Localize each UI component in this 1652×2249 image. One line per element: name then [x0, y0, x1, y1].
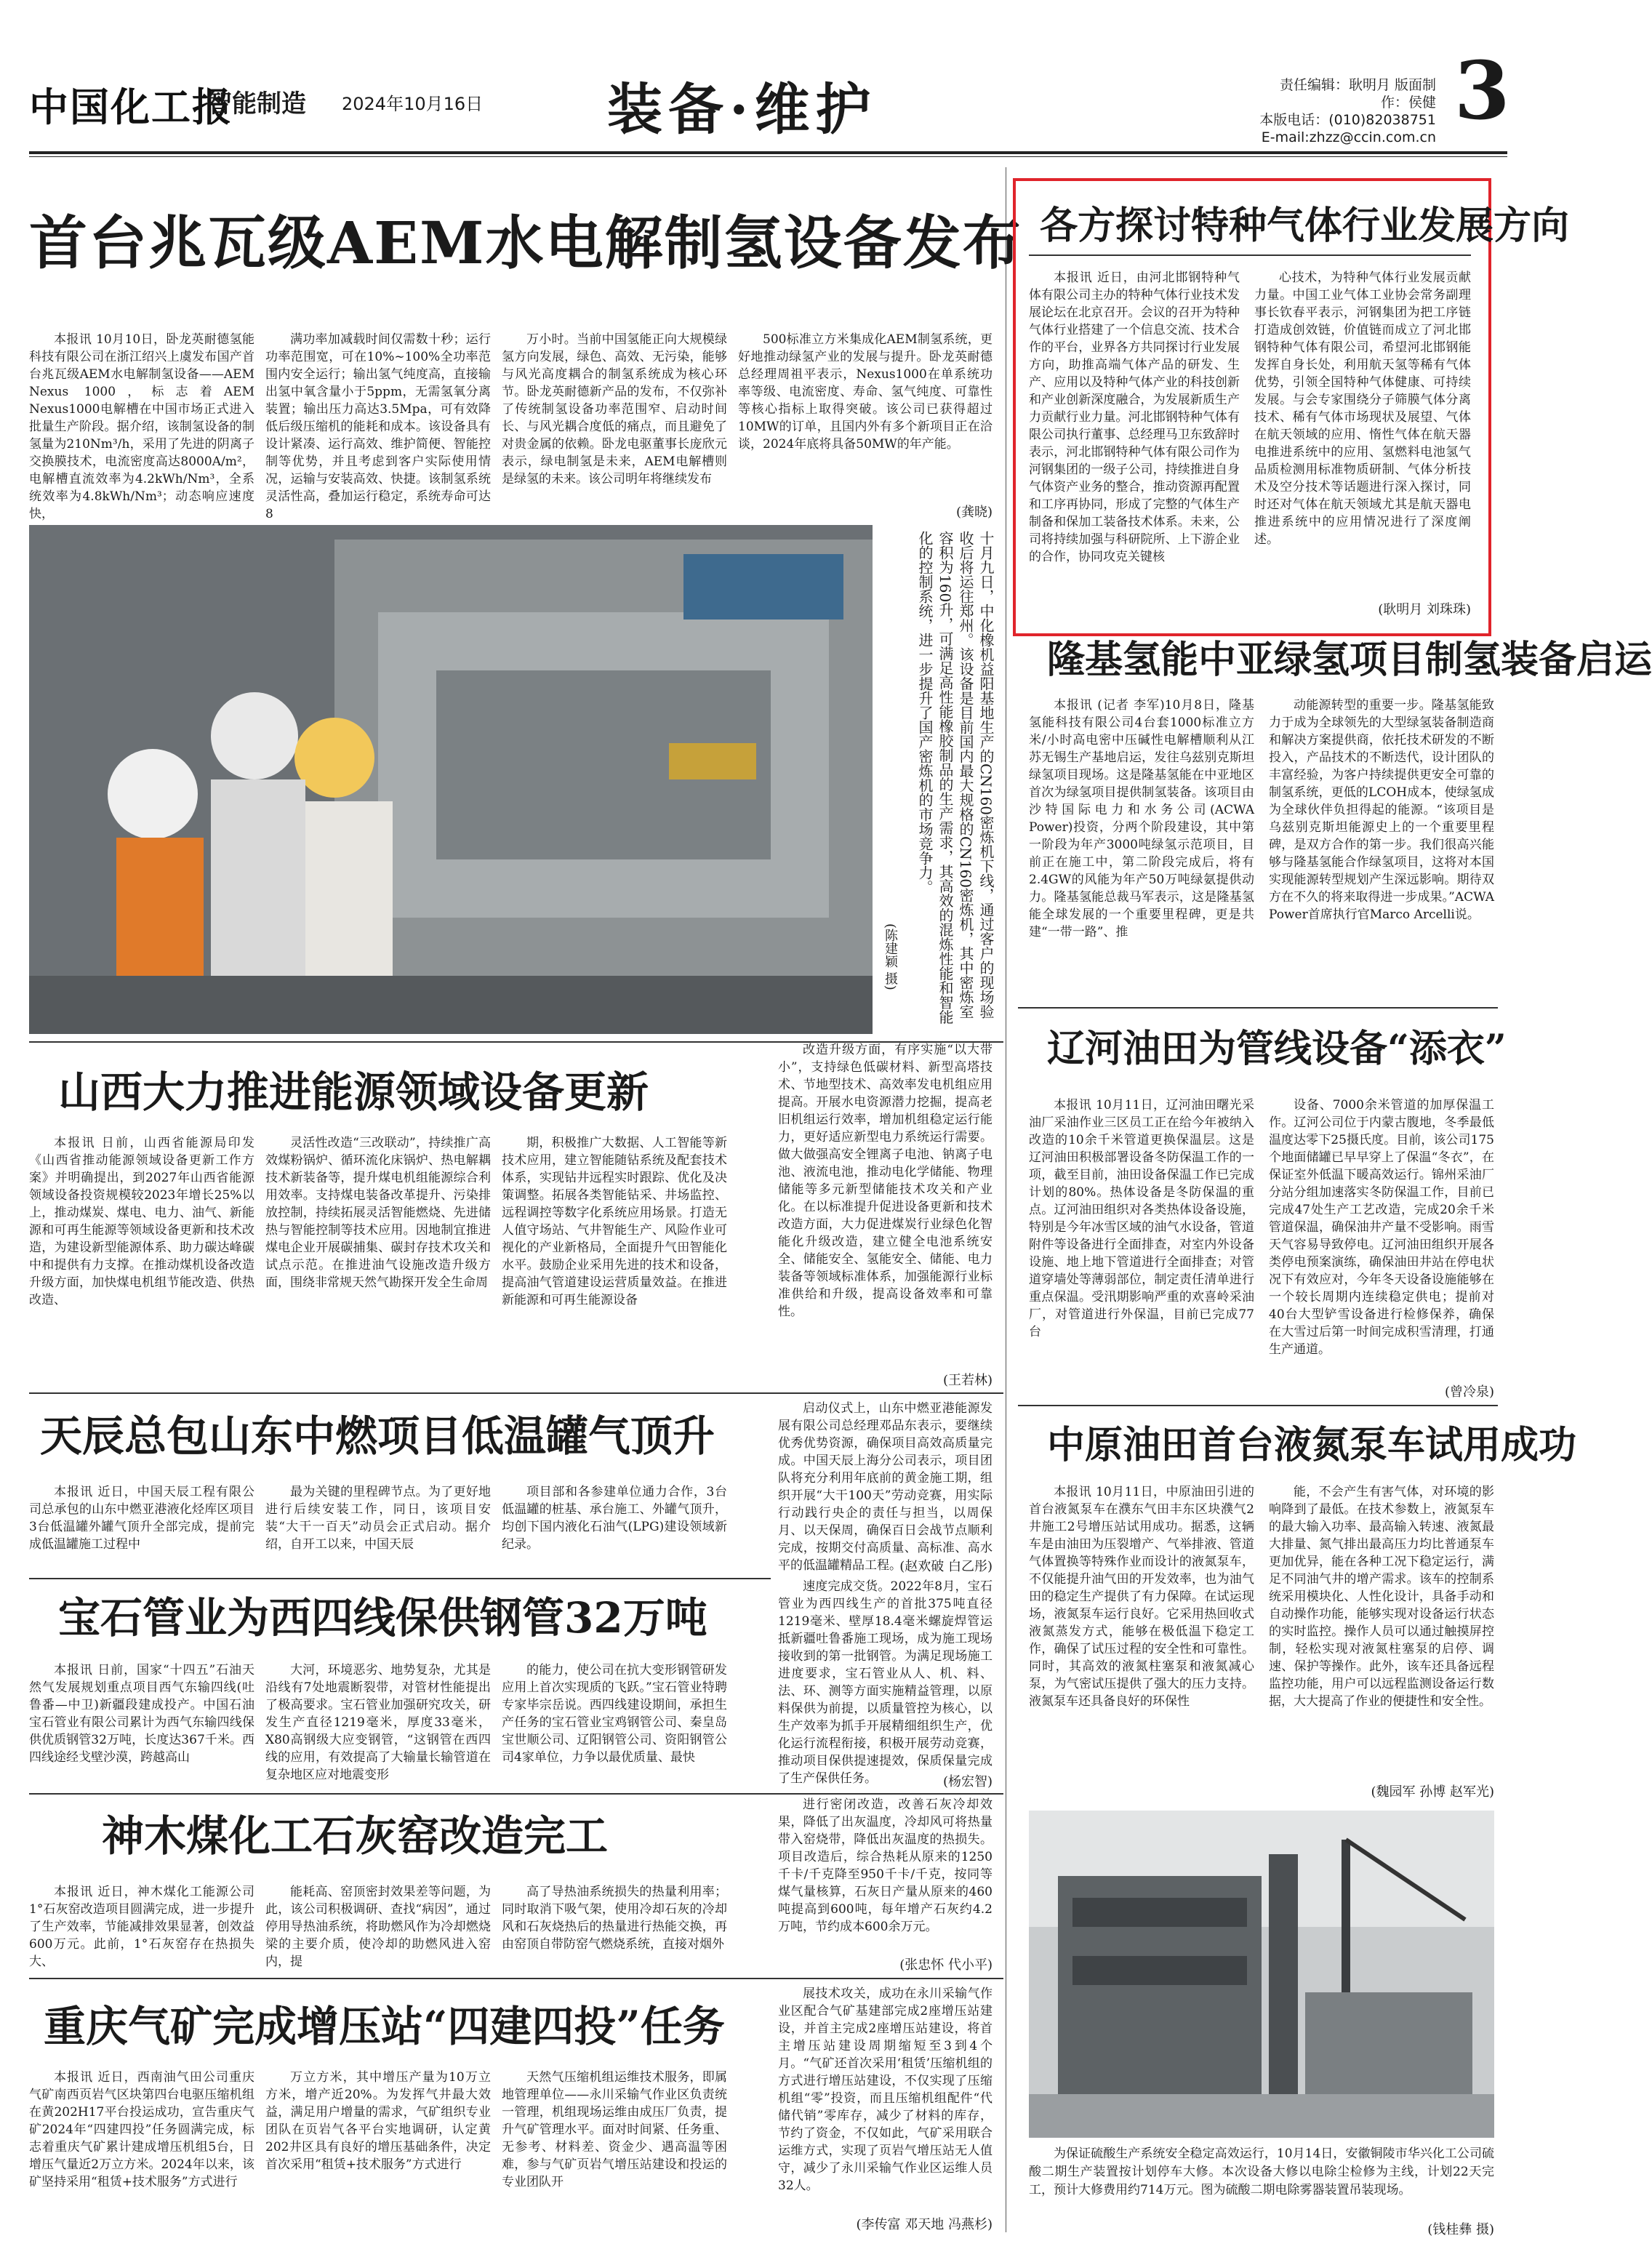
byline-tianchen: (赵欢破 白乙彤) [899, 1559, 993, 1574]
article-tianchen-col1: 本报讯 近日，中国天辰工程有限公司总承包的山东中燃亚港液化烃库区项目3台低温罐外罐气顶升全部完成，提前完成低温罐施工过程中 [29, 1485, 254, 1552]
byline-shenmu: (张忠怀 代小平) [899, 1957, 993, 1973]
article-baoshi-col2: 大河，环境恶劣、地势复杂，尤其是沿线有7处地震断裂带，对管材性能提出了极高要求。宝石管业加强研究攻关，研发生产直径1219毫米，厚度33毫米，X80高钢级大应变钢管，“这钢管在西四线的应用，有效提高了大输量长输管道在复杂地区应对地震变形 [265, 1663, 491, 1782]
headline-chongqing: 重庆气矿完成增压站“四建四投”任务 [44, 2002, 725, 2051]
article-shenmu-col2: 能耗高、窑顶密封效果差等问题，为此，该公司积极调研、查找“病因”，通过停用导热油系统，将助燃风作为冷却燃烧梁的主要介质，使冷却的助燃风进入窑内，提 [265, 1885, 491, 1969]
headline-tianchen: 天辰总包山东中燃项目低温罐气顶升 [40, 1411, 715, 1461]
article-gas-col1: 本报讯 近日，由河北邯钢特种气体有限公司主办的特种气体行业技术发展论坛在北京召开。会议的召开为特种气体行业搭建了一个信息交流、技术合作的平台，业界各方共同探讨行业发展方向，助推高端气体产品的研发、生产、应用以及特种气体产业的科技创新和产业创新深度融合，为发展新质生产力贡献行业力量。河北邯钢特种气体有限公司执行董事、总经理马卫东致辞时表示，河北邯钢特种气体有限公司作为河钢集团的一级子公司，持续推进自身气体资产业务的整合，推动资源再配置和工序再协同，形成了完整的气体生产制备和保加工装备技术体系。未来，公司将持续加强与科研院所、上下游企业的合作，协同攻克关键核 [1029, 270, 1240, 564]
article-baoshi-col1: 本报讯 日前，国家“十四五”石油天然气发展规划重点项目西气东输四线(吐鲁番—中卫)新疆段建成投产。中国石油宝石管业有限公司累计为西气东输四线保供优质钢管32万吨，长度达367千米。西四线途经戈壁沙漠，跨越高山 [29, 1663, 254, 1765]
article-longji-col2: 动能源转型的重要一步。隆基氢能致力于成为全球领先的大型绿氢装备制造商和解决方案提供商，依托技术研发的不断投入，产品技术的不断迭代，设计团队的丰富经验，为客户持续提供更安全可靠的制氢系统，更低的LCOH成本，使绿氢成为全球伙伴负担得起的能源。“该项目是乌兹别克斯坦能源史上的一个重要里程碑，是双方合作的第一步。我们很高兴能够与隆基氢能合作绿氢项目，这将对本国实现能源转型规划产生深远影响。期待双方在不久的将来取得进一步成果。”ACWA Power首席执行官Marco Arcelli说。 [1269, 698, 1494, 922]
article-longji-col1: 本报讯 (记者 李军)10月8日，隆基氢能科技有限公司4台套1000标准立方米/小时高电密中压碱性电解槽顺利从江苏无锡生产基地启运，发往乌兹别克斯坦绿氢项目现场。这是隆基氢能在中亚地区首次为绿氢项目提供制氢装备。该项目由沙特国际电力和水务公司(ACWA Power)投资，分两个阶段建设，其中第一阶段为年产3000吨绿氢示范项目，目前正在施工中，第二阶段完成后，将有2.4GW的风能为年产50万吨绿氨提供动力。隆基氢能总裁马军表示，这是隆基氢能全球发展的一个重要里程碑，更是共建“一带一路”、推 [1029, 698, 1254, 939]
article-zhongyuan-col2: 能，不会产生有害气体，对环境的影响降到了最低。在技术参数上，液氮泵车的最大输入功率、最高输入转速、液氮最大排量、氮气排出最高压力均比普通泵车更加优异，能在各种工况下稳定运行，满足不同油气井的增产需求。该车的控制系统采用模块化、人性化设计，具备手动和自动操作功能，能够实现对设备运行状态的实时监控。操作人员可以通过触摸屏控制，轻松实现对液氮柱塞泵的启停、调速、保护等操作。此外，该车还具备远程监控功能，用户可以远程监测设备运行数据，大大提高了作业的便捷性和安全性。 [1269, 1485, 1494, 1709]
masthead-rule-thin [29, 156, 1507, 157]
article-zhongyuan-col1: 本报讯 10月11日，中原油田引进的首台液氮泵车在濮东气田丰东区块濮气2井施工2号增压站试用成功。据悉，这辆车是由油田为压裂增产、气举排液、管道气体置换等特殊作业而设计的液氮泵车，不仅能提升油气田的开发效率，也为油气田的稳定生产提供了有力保障。在试运现场，液氮泵车运行良好。它采用热回收式液氮蒸发方式，能够在极低温下稳定工作，确保了试压过程的安全性和可靠性。同时，其高效的液氮柱塞泵和液氮减心泵，为气密试压提供了强大的压力支持。液氮泵车还具备良好的环保性 [1029, 1485, 1254, 1709]
article-shanxi-col4: 改造升级方面，有序实施“以大带小”，支持绿色低碳材料、新型高塔技术、节地型技术、高效率发电机组应用提高。开展水电资源潜力挖掘，提高老旧机组运行效率，增加机组稳定运行能力，更好适应新型电力系统运行需要。做大做强高安全锂离子电池、钠离子电池、液流电池，推动电化学储能、物理储能等多元新型储能技术攻关和产业化。在以标准提升促进设备更新和技术改造方面，大力促进煤炭行业绿色化智能化升级改造，建立健全电池系统安全、储能安全、氢能安全、储能、电力装备等领域标准体系，加强能源行业标准供给和升级，提高设备效率和可靠性。 [778, 1043, 993, 1319]
photo-plant-caption: 为保证硫酸生产系统安全稳定高效运行，10月14日，安徽铜陵市华兴化工公司硫酸二期生产装置按计划停车大修。本次设备大修以电除尘检修为主线，计划22天完工，预计大修费用约714万元。图为硫酸二期电除雾器装置吊装现场。 [1029, 2146, 1494, 2197]
byline-gas: (耿明月 刘珠珠) [1378, 602, 1471, 617]
article-baoshi-col4: 速度完成交货。2022年8月，宝石管业为西四线生产的首批375吨直径1219毫米、壁厚18.4毫米螺旋焊管运抵新疆吐鲁番施工现场，成为施工现场接收到的第一批钢管。为满足现场施工进度要求，宝石管业从人、机、料、法、环、测等方面实施精益管理，以原料保供为前提，以质量管控为核心，以生产效率为抓手开展精细组织生产，优化运行流程衔接，积极开展劳动竞赛，推动项目保供提速提效，保质保量完成了生产保供任务。 [778, 1579, 993, 1786]
photo-plant [1029, 1811, 1494, 2138]
masthead-rule [29, 151, 1507, 154]
photo-plant-illustration [1029, 1811, 1494, 2138]
separator [29, 1392, 1003, 1394]
article-baoshi-col3: 的能力，使公司在抗大变形钢管研发应用上首次实现质的飞跃。”宝石管业特聘专家毕宗岳说。西四线建设期间，承担生产任务的宝石管业宝鸡钢管公司、秦皇岛宝世顺公司、辽阳钢管公司、资阳钢管公司4家单位，力争以最优质量、最快 [502, 1663, 727, 1765]
headline-longji: 隆基氢能中亚绿氢项目制氢装备启运 [1047, 638, 1652, 682]
article-shanxi-col1: 本报讯 日前，山西省能源局印发《山西省推动能源领域设备更新工作方案》并明确提出，到2027年山西省能源领域设备投资规模较2023年增长25%以上，推动煤炭、煤电、电力、油气、新能源和可再生能源等领域设备更新和技术改造，为建设新型能源体系、助力碳达峰碳中和提供有力支撑。在推动煤机设备改造升级方面，加快煤电机组节能改造、供热改造、 [29, 1136, 254, 1307]
headline-baoshi: 宝石管业为西四线保供钢管32万吨 [58, 1593, 707, 1643]
article-chongqing-col2: 万立方米，其中增压产量为10万立方米，增产近20%。为发挥气井最大效益，满足用户增量的需求，气矿组织专业团队在页岩气各平台实地调研，认定黄202井区具有良好的增压基础条件，决定首次采用“租赁+技术服务”方式进行 [265, 2070, 491, 2172]
editor-phone: 本版电话：(010)82038751 [1259, 112, 1436, 128]
photo-machine-caption: 十月九日，中化橡机益阳基地生产的CN160密炼机下线，通过客户的现场验收后将运往郑州。该设备是目前国内最大规格的CN160密炼机，其中密炼室容积为160升，可满足高性能橡胶制品的生产需求，其高效的混炼性能和智能化的控制系统，进一步提升了国产密炼机的市场竞争力。 [916, 531, 995, 1025]
article-aem-col4: 500标准立方米集成化AEM制氢系统，更好地推动绿氢产业的发展与提升。卧龙英耐德总经理周祖平表示，Nexus1000在单系统功率等级、电流密度、寿命、氢气纯度、可靠性等核心指标上取得突破。该公司已获得超过10MW的订单，且国内外有多个新项目正在洽谈，2024年底将具备50MW的年产能。 [738, 332, 993, 452]
article-aem-col2: 满功率加减载时间仅需数十秒；运行功率范围宽，可在10%~100%全功率范围内安全运行；输出氢气纯度高，直接输出氢中氧含量小于5ppm，无需氢氧分离装置；输出压力高达3.5Mpa，可有效降低后级压缩机的能耗和成本。该设备具有设计紧凑、运行高效、维护简便、智能控制等优势，并且考虑到客户实际使用情况，运输与安装高效、快捷。该制氢系统灵活性高，叠加运行稳定，系统寿命可达8 [265, 332, 491, 521]
article-liaohe-col2: 设备、7000余米管道的加厚保温工作。辽河公司位于内蒙古腹地，冬季最低温度达零下25摄氏度。目前，该公司175个地面储罐已早早穿上了保温“冬衣”，在保证室外低温下暖高效运行。锦州采油厂分站分组加速落实冬防保温工作，目前已完成47处生产工艺改造，完成20余千米管道保温，确保油井产量不受影响。雨雪天气容易导致停电。辽河油田组织开展各类停电预案演练，确保油田井站在停电状况下有效应对，今年冬天设备设施能够在一个较长周期内连续稳定供电；提前对40台大型铲雪设备进行检修保养，确保在大雪过后第一时间完成积雪清理，打通生产通道。 [1269, 1098, 1494, 1357]
separator [29, 1978, 1003, 1979]
photo-plant-byline: (钱桂彝 摄) [1427, 2222, 1494, 2237]
headline-zhongyuan: 中原油田首台液氮泵车试用成功 [1047, 1423, 1577, 1467]
photo-machine [29, 525, 873, 1034]
masthead-date: 2024年10月16日 [342, 94, 484, 114]
article-shanxi-col3: 期，积极推广大数据、人工智能等新技术应用，建立智能随钻系统及配套技术体系，实现钻井远程实时跟踪、优化及决策调整。拓展各类智能钻采、井场监控、远程调控等数字化系统应用场景。打造无人值守场站、气井智能生产、风险作业可视化的产业新格局，全面提升气田智能化水平。鼓励企业采用先进的技术和设备，提高油气管道建设运营质量效益。在推进新能源和可再生能源设备 [502, 1136, 727, 1307]
article-tianchen-col2: 最为关键的里程碑节点。为了更好地进行后续安装工作，同日，该项目安装“大干一百天”动员会正式启动。据介绍，自开工以来，中国天辰 [265, 1485, 491, 1552]
separator [1018, 1007, 1498, 1009]
editor-line: 责任编辑：耿明月 版面制作：侯健 [1279, 77, 1436, 111]
article-shanxi-col2: 灵活性改造“三改联动”，持续推广高效煤粉锅炉、循环流化床锅炉、热电解耦技术新装备等，提升煤电机组能源综合利用效率。支持煤电装备改革提升、污染排放控制，持续拓展灵活智能燃烧、先进储热与智能控制等技术应用。因地制宜推进煤电企业开展碳捕集、碳封存技术攻关和试点示范。在推进油气设施改造升级方面，围绕非常规天然气勘探开发全生命周 [265, 1136, 491, 1290]
byline-chongqing: (李传富 邓天地 冯燕杉) [856, 2217, 993, 2232]
headline-gas: 各方探讨特种气体行业发展方向 [1040, 204, 1570, 248]
article-shenmu-col3: 高了导热油系统损失的热量利用率；同时取消下吸气架，使用冷却石灰的冷却风和石灰烧热后的热量进行热能交换，再由窑顶自带防窑气燃烧系统，直接对烟外 [502, 1885, 727, 1952]
article-shenmu-col1: 本报讯 近日，神木煤化工能源公司1°石灰窑改造项目圆满完成，进一步提升了生产效率，节能减排效果显著，创效益600万元。此前，1°石灰窑存在热损失大、 [29, 1885, 254, 1969]
masthead-channel: 智能制造 [207, 89, 306, 119]
headline-liaohe: 辽河油田为管线设备“添衣” [1047, 1027, 1507, 1071]
byline-zhongyuan: (魏园军 孙博 赵军光) [1371, 1784, 1494, 1800]
separator [29, 1793, 1003, 1795]
section-title: 装备·维护 [607, 77, 877, 142]
photo-machine-illustration [29, 525, 873, 1034]
headline-shanxi: 山西大力推进能源领域设备更新 [58, 1067, 649, 1117]
separator [1018, 1405, 1498, 1406]
article-aem-col3: 万小时。当前中国氢能正向大规模绿氢方向发展，绿色、高效、无污染，能够与风光高度耦合的制氢系统成为核心环节。卧龙英耐德新产品的发布，不仅弥补了传统制氢设备功率范围窄、启动时间长、与风光耦合度低的痛点，而且避免了对贵金属的依赖。卧龙电驱董事长庞欣元表示，绿电制氢是未来，AEM电解槽则是绿氢的未来。该公司明年将继续发布 [502, 332, 727, 486]
article-tianchen-col3: 项目部和各参建单位通力合作，3台低温罐的桩基、承台施工、外罐气顶升，均创下国内液化石油气(LPG)建设领域新纪录。 [502, 1485, 727, 1552]
photo-machine-byline: (陈建颖 摄) [883, 923, 898, 990]
headline-aem: 首台兆瓦级AEM水电解制氢设备发布 [29, 209, 1022, 277]
editor-info [1254, 76, 1436, 146]
article-chongqing-col1: 本报讯 近日，西南油气田公司重庆气矿南西页岩气区块第四台电驱压缩机组在黄202H17平台投运成功，宣告重庆气矿2024年“四建四投”任务圆满完成，标志着重庆气矿累计建成增压机组5台，日增压气量近2万立方米。2024年以来，该矿坚持采用“租赁+技术服务”方式进行 [29, 2070, 254, 2189]
separator [29, 1578, 771, 1579]
article-chongqing-col3: 天然气压缩机组运维技术服务，即属地管理单位——永川采输气作业区负责统一管理，机组现场运维由成压厂负责，提升气矿管理水平。面对时间紧、任务重、无参考、材料差、资金少、遇高温等困难，参与气矿页岩气增压站建设和投运的专业团队开 [502, 2070, 727, 2189]
article-gas-col2: 心技术，为特种气体行业发展贡献力量。中国工业气体工业协会常务副理事长钦春平表示，河钢集团为把工序链打造成创效链，价值链而成立了河北邯钢特种气体有限公司，希望河北邯钢能发挥自身长处，利用航天氢等稀有气体优势，引领全国特种气体健康、可持续发展。与会专家围绕分子筛膜气体分离技术、稀有气体市场现状及展望、气体在航天领域的应用、惰性气体在航天器电推进系统中的应用、氢燃料电池氢气品质检测用标准物质研制、气体分析技术及空分技术等话题进行深入探讨，同时还对气体在航天领域尤其是航天器电推进系统中的应用情况进行了深度阐述。 [1254, 270, 1471, 547]
article-chongqing-col4: 展技术攻关，成功在永川采输气作业区配合气矿基建部完成2座增压站建设，并首主完成2座增压站建设，将首主增压站建设周期缩短至3到4个月。“气矿还首次采用‘租赁’压缩机组的方式进行增压站建设，不仅实现了压缩机组“零”投资，而且压缩机组配件“代储代销”零库存，减少了材料的库存，节约了资金，不仅如此，气矿采用联合运维方式，实现了页岩气增压站无人值守，减少了永川采输气作业区运维人员32人。 [778, 1987, 993, 2193]
article-tianchen-col4: 启动仪式上，山东中燃亚港能源发展有限公司总经理邓品东表示，要继续优秀优势资源，确保项目高效高质量完成。中国天辰上海分公司表示，项目团队将充分利用年底前的黄金施工期，组织开展“大干100天”劳动竞赛，用实际行动践行央企的责任与担当，以周保月、以天保周，确保百日会战节点顺利完成，按期交付高质量、高标准、高水平的低温罐精品工程。 [778, 1401, 993, 1573]
page-number: 3 [1454, 44, 1510, 137]
byline-baoshi: (杨宏智) [942, 1774, 993, 1789]
masthead-logo: 中国化工报 [29, 84, 233, 130]
headline-underline [1029, 254, 1471, 256]
byline-liaohe: (曾冷泉) [1444, 1384, 1494, 1400]
article-shenmu-col4: 进行密闭改造，改善石灰冷却效果，降低了出灰温度，冷却风可将热量带入窑烧带，降低出灰温度的热损失。项目改造后，综合热耗从原来的1250千卡/千克降至950千卡/千克，按同等煤气量核算，石灰日产量从原来的460吨提高到600吨，每年增产石灰约4.2万吨，节约成本600余万元。 [778, 1797, 993, 1934]
article-aem-col1: 本报讯 10月10日，卧龙英耐德氢能科技有限公司在浙江绍兴上虞发布国产首台兆瓦级AEM水电解制氢设备——AEM Nexus 1000，标志着AEM Nexus1000电解槽在中国市场正式进入批量生产阶段。据介绍，该制氢设备的制氢量为210Nm³/h，采用了先进的阴离子交换膜技术，电流密度高达8000A/m²，电解槽直流效率为4.2kWh/Nm³，全系统效率为4.8kWh/Nm³；动态响应速度快， [29, 332, 254, 521]
byline-aem: (龚晓) [955, 505, 993, 520]
headline-shenmu: 神木煤化工石灰窑改造完工 [102, 1811, 609, 1861]
article-liaohe-col1: 本报讯 10月11日，辽河油田曙光采油厂采油作业三区员工正在给今年被纳入改造的10余千米管道更换保温层。这是辽河油田积极部署设备冬防保温工作的一项，截至目前，油田设备保温工作已完成计划的80%。热体设备是冬防保温的重点。辽河油田组织对各类热体设备设施，特别是今年冰雪区域的油气水设备，管道附件等设备进行全面排查，对室内外设备设施、地上地下管道进行全面排查；对管道穿墙处等薄弱部位，制定责任清单进行重点保温。受汛期影响严重的欢喜岭采油厂，对管道进行外保温，目前已完成77台 [1029, 1098, 1254, 1339]
byline-shanxi: (王若林) [942, 1373, 993, 1388]
editor-email: E-mail:zhzz@ccin.com.cn [1261, 129, 1436, 145]
